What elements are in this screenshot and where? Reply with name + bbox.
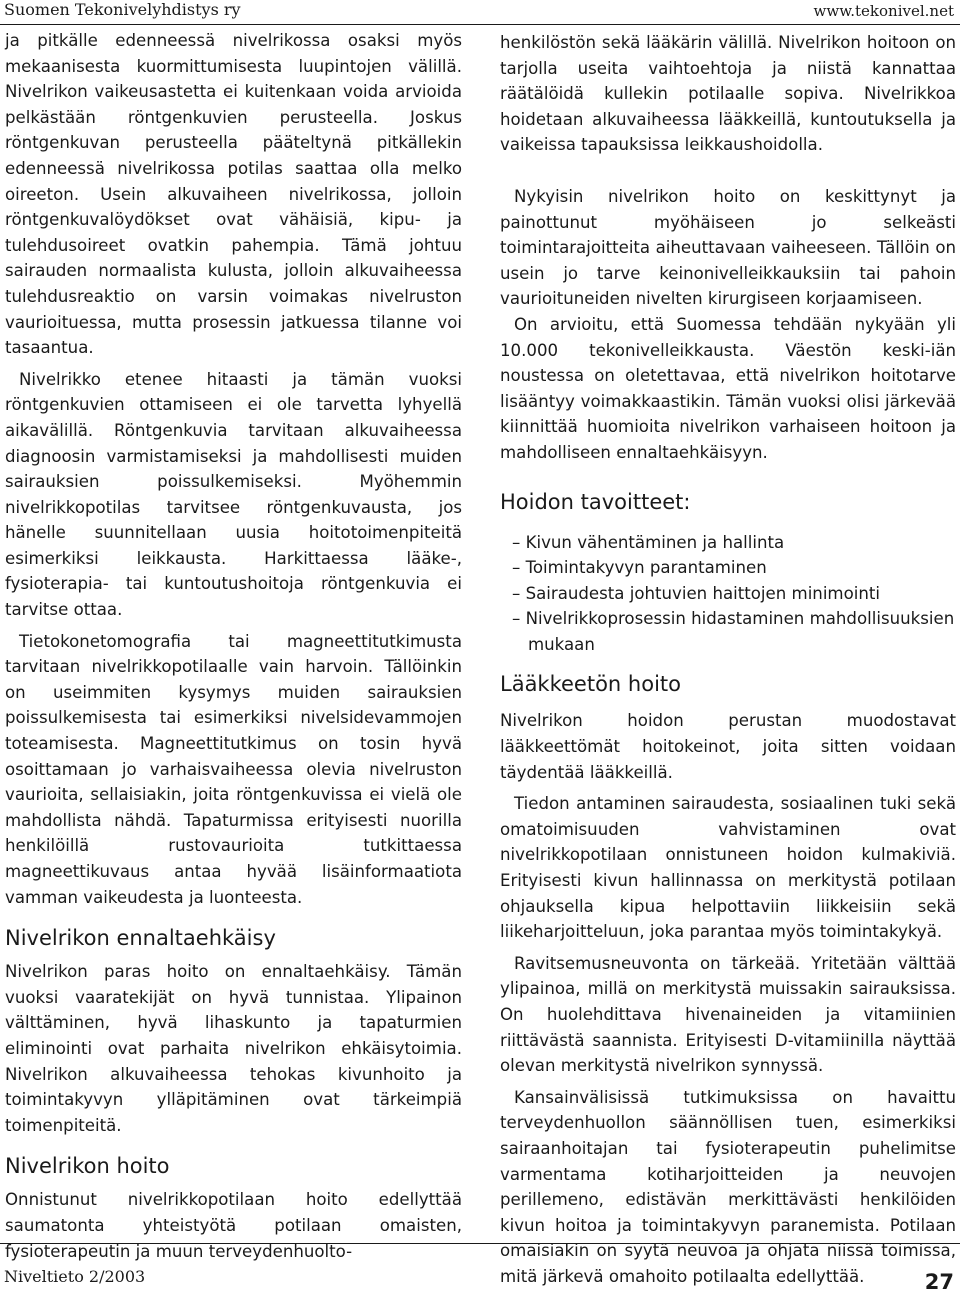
paragraph: Nivelrikon hoidon perustan muodostavat lääkkeettömät hoitokeinot, joita sitten voidaan täydentää lääkkeillä. xyxy=(500,711,956,782)
list-item: – Kivun vähentäminen ja hallinta xyxy=(512,532,785,552)
paragraph: Ravitsemusneuvonta on tärkeää. Yritetään välttää ylipainoa, millä on merkitystä muissakin sairauksissa. On huolehdittava hivenaineiden ja vitamiinien riittävästä saannista. Erityisesti D-vitamiinilla näyttää olevan merkitystä nivelrikon synnyssä. xyxy=(500,953,956,1076)
paragraph: Nivelrikon paras hoito on ennaltaehkäisy. Tämän vuoksi vaaratekijät on hyvä tunnistaa. Ylipainon välttäminen, hyvä lihaskunto ja tapaturmien eliminointi ovat parhaita nivelrikon ehkäisytoimia. Nivelrikon alkuvaiheessa tehokas kivunhoito ja toimintakyvyn ylläpitäminen ovat tärkeimpiä toimenpiteitä. xyxy=(5,962,462,1135)
goals-list xyxy=(500,530,956,658)
header-website: www.tekonivel.net xyxy=(813,2,954,20)
section-heading-treatment: Nivelrikon hoito xyxy=(5,1154,170,1179)
left-column xyxy=(5,28,462,1264)
page-number: 27 xyxy=(924,1270,954,1294)
list-item: – Nivelrikkoprosessin hidastaminen mahdollisuuksien mukaan xyxy=(512,609,955,654)
paragraph: Tietokonetomografia tai magneettitutkimusta tarvitaan nivelrikkopotilaalle vain harvoin. Tällöinkin on useimmiten kysymys muiden sairauksien poissulkemisesta tai esimerkiksi nivelsidevammojen toteamisesta. Magneettitutkimus on tosin hyvä osoittamaan jo varhaisvaiheessa olevia nivelruston vaurioita, sellaisiakin, joita röntgenkuvissa ei vielä ole mahdollista nähdä. Tapaturmissa erityisesti nuorilla henkilöillä rustovaurioita tutkittaessa magneettikuvaus antaa hyvää lisäinformaatiota vamman vaikeudesta ja luonteesta. xyxy=(5,631,462,907)
paragraph: Nykyisin nivelrikon hoito on keskittynyt ja painottunut myöhäiseen jo selkeästi toimintarajoitteita aiheuttavaan vaiheeseen. Tällöin on usein jo tarve keinonivelleikkauksiin tai pahoin vaurioituneiden nivelten kirurgiseen korjaamiseen. xyxy=(500,186,956,309)
section-heading-goals: Hoidon tavoitteet: xyxy=(500,489,691,514)
paragraph: Tiedon antaminen sairaudesta, sosiaalinen tuki sekä omatoimisuuden vahvistaminen ovat nivelrikkopotilaan onnistuneen hoidon kulmakiviä. Erityisesti kivun hallinnassa on merkitystä potilaan ohjauksella kipua helpottaviin liikkeisiin sekä liikeharjoitteluun, joka parantaa myös toimintakykyä. xyxy=(500,794,956,942)
right-column xyxy=(500,30,956,1290)
header-rule xyxy=(0,24,960,25)
header-publisher: Suomen Tekonivelyhdistys ry xyxy=(4,0,241,19)
footer-rule xyxy=(0,1243,960,1244)
section-heading-non-drug-treatment: Lääkkeetön hoito xyxy=(500,672,681,697)
footer-issue: Niveltieto 2/2003 xyxy=(4,1267,146,1286)
paragraph: Kansainvälisissä tutkimuksissa on havaittu terveydenhuollon säännöllisen tuen, esimerkiksi sairaanhoitajan tai fysioterapeutin puhelimitse varmentama kotiharjoitteiden ja neuvojen perillemeno, edistävän merkittävästi henkilöiden kivun hoitoa ja toimintakyvyn paranemista. Potilaan omaisiakin on syytä neuvoa ja ohjata niissä toimissa, mitä järkevä omahoito potilaalta edellyttää. xyxy=(500,1087,956,1286)
paragraph: Onnistunut nivelrikkopotilaan hoito edellyttää saumatonta yhteistyötä potilaan omaisten, fysioterapeutin ja muun terveydenhuolto- xyxy=(5,1190,462,1261)
paragraph: henkilöstön sekä lääkärin välillä. Nivelrikon hoitoon on tarjolla useita vaihtoehtoja ja niistä kannattaa räätälöidä kullekin potilaalle sopiva. Nivelrikkoa hoidetaan alkuvaiheessa lääkkeillä, kuntoutuksella ja vaikeissa tapauksissa leikkaushoidolla. xyxy=(500,33,956,155)
list-item: – Sairaudesta johtuvien haittojen minimointi xyxy=(512,583,880,603)
paragraph: On arvioitu, että Suomessa tehdään nykyään yli 10.000 tekonivelleikkausta. Väestön keski-iän noustessa on oletettavaa, että nivelrikon hoitotarve lisääntyy voimakkaastikin. Tämän vuoksi olisi järkevää kiinnittää huomioita nivelrikon varhaiseen hoitoon ja mahdolliseen ennaltaehkäisyyn. xyxy=(500,314,956,462)
paragraph: ja pitkälle edenneessä nivelrikossa osaksi myös mekaanisesta kuormittumisesta luupintojen välillä. Nivelrikon vaikeusastetta ei kuitenkaan voida arvioida pelkästään röntgenkuvien perusteella. Joskus röntgenkuvan perusteella pääteltynä pitkällekin edenneessä nivelrikossa potilas saattaa olla melko oireeton. Usein alkuvaiheen nivelrikossa, jolloin röntgenkuvalöydökset ovat vähäisiä, kipu- ja tulehdusoireet ovatkin pahempia. Tämä johtuu sairauden normaalista kulusta, jolloin alkuvaiheessa tulehdusreaktio on varsin voimakas nivelruston vaurioituessa, mutta prosessin jatkuessa tilanne voi tasaantua. xyxy=(5,31,462,358)
paragraph: Nivelrikko etenee hitaasti ja tämän vuoksi röntgenkuvien ottamiseen ei ole tarvetta lyhyellä aikavälillä. Röntgenkuvia tarvitaan alkuvaiheessa diagnoosin varmistamiseksi ja mahdollisesti muiden sairauksien poissulkemiseksi. Myöhemmin nivelrikkopotilas tarvitsee röntgenkuvausta, jos hänelle suunnitellaan uusia hoitotoimenpiteitä esimerkiksi leikkausta. Harkittaessa lääke-, fysioterapia- tai kuntoutushoitoja röntgenkuvia ei tarvitse ottaa. xyxy=(5,369,462,620)
list-item: – Toimintakyvyn parantaminen xyxy=(512,558,767,578)
section-heading-prevention: Nivelrikon ennaltaehkäisy xyxy=(5,926,276,951)
